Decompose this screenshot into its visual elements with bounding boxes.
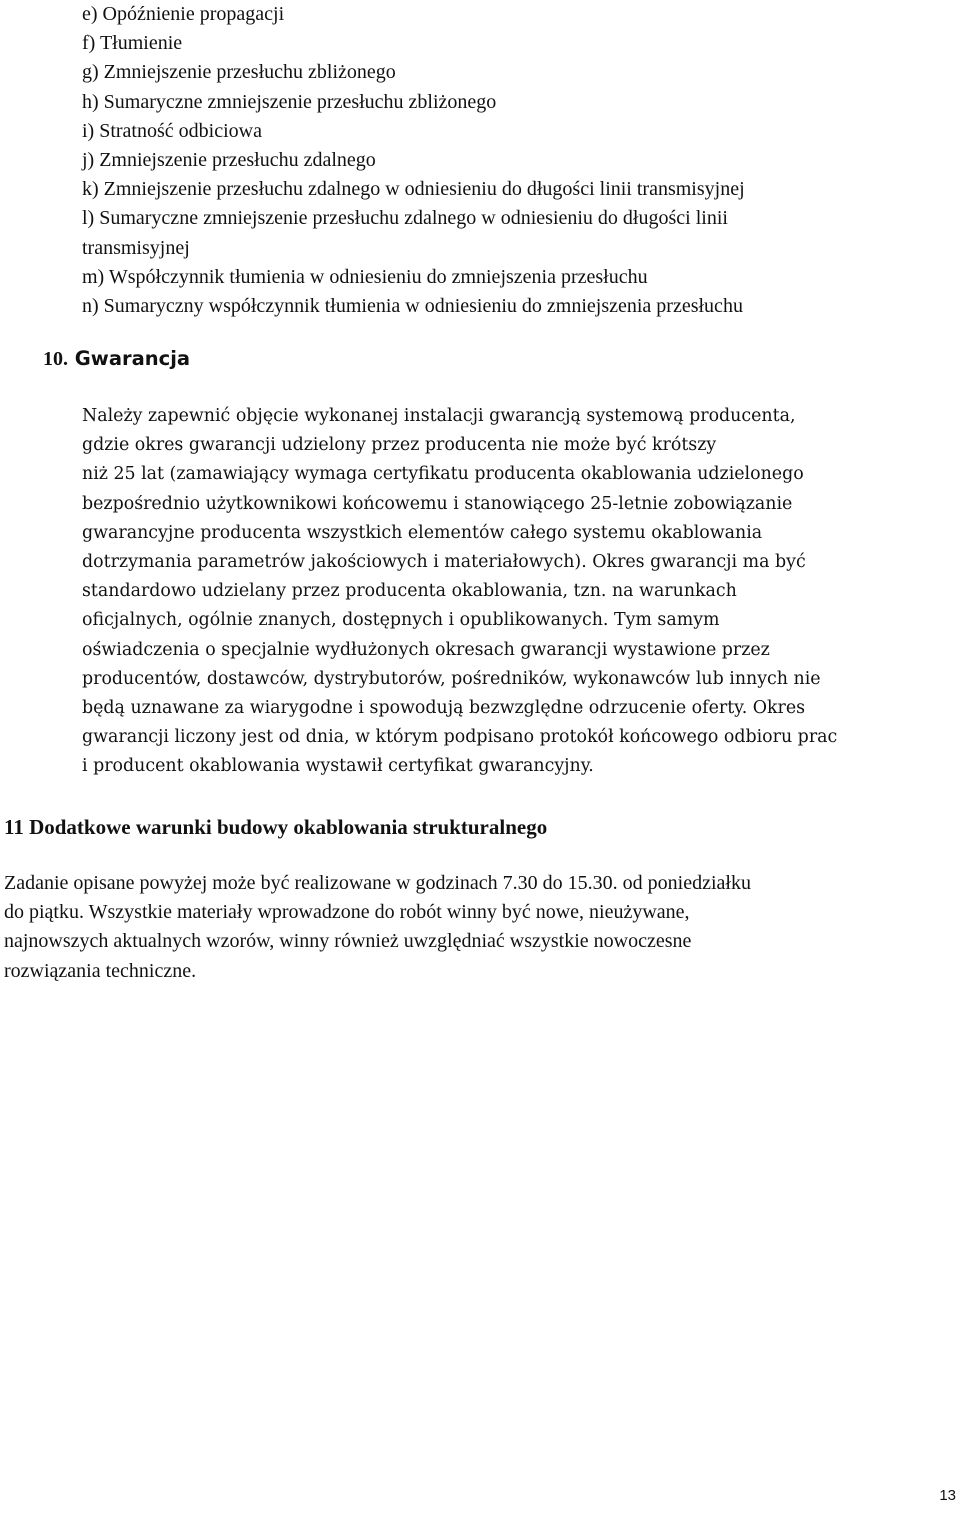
paragraph-line: gdzie okres gwarancji udzielony przez producenta nie może być krótszy	[82, 435, 717, 456]
paragraph-line: oficjalnych, ogólnie znanych, dostępnych i opublikowanych. Tym samym	[82, 610, 720, 631]
paragraph-line: do piątku. Wszystkie materiały wprowadzone do robót winny być nowe, nieużywane,	[4, 901, 690, 924]
section-11-heading: 11 Dodatkowe warunki budowy okablowania strukturalnego	[4, 815, 548, 839]
paragraph-line: gwarancji liczony jest od dnia, w którym podpisano protokół końcowego odbioru prac	[82, 727, 838, 748]
list-item: l) Sumaryczne zmniejszenie przesłuchu zdalnego w odniesieniu do długości linii	[82, 207, 728, 230]
paragraph-line: będą uznawane za wiarygodne i spowodują bezwzględne odrzucenie oferty. Okres	[82, 698, 806, 719]
paragraph-line: Należy zapewnić objęcie wykonanej instalacji gwarancją systemową producenta,	[82, 406, 796, 426]
list-item: m) Współczynnik tłumienia w odniesieniu do zmniejszenia przesłuchu	[82, 265, 648, 288]
list-item: e) Opóźnienie propagacji	[82, 3, 285, 25]
paragraph-line: Zadanie opisane powyżej może być realizowane w godzinach 7.30 do 15.30. od poniedziałku	[4, 872, 751, 894]
list-item: i) Stratność odbiciowa	[82, 119, 262, 142]
paragraph-line: oświadczenia o specjalnie wydłużonych okresach gwarancji wystawione przez	[82, 639, 770, 660]
paragraph-line: bezpośrednio użytkownikowi końcowemu i stanowiącego 25-letnie zobowiązanie	[82, 493, 793, 514]
list-item: k) Zmniejszenie przesłuchu zdalnego w odniesieniu do długości linii transmisyjnej	[82, 178, 745, 201]
paragraph-line: gwarancyjne producenta wszystkich elementów całego systemu okablowania	[82, 522, 763, 543]
paragraph-line: standardowo udzielany przez producenta okablowania, tzn. na warunkach	[82, 581, 737, 602]
paragraph-line: dotrzymania parametrów jakościowych i materiałowych). Okres gwarancji ma być	[82, 552, 806, 573]
list-item-continuation: transmisyjnej	[82, 236, 190, 259]
paragraph-line: producentów, dostawców, dystrybutorów, pośredników, wykonawców lub innych nie	[82, 668, 821, 689]
additional-conditions-paragraph	[4, 869, 956, 986]
paragraph-line: najnowszych aktualnych wzorów, winny również uwzględniać wszystkie nowoczesne	[4, 930, 692, 953]
paragraph-line: niż 25 lat (zamawiający wymaga certyfikatu producenta okablowania udzielonego	[82, 464, 804, 485]
section-10-title: Gwarancja	[74, 347, 191, 370]
list-item: f) Tłumienie	[82, 32, 183, 55]
parameter-list	[82, 0, 952, 321]
list-item: n) Sumaryczny współczynnik tłumienia w odniesieniu do zmniejszenia przesłuchu	[82, 295, 743, 318]
list-item: j) Zmniejszenie przesłuchu zdalnego	[82, 149, 376, 172]
section-10-number: 10.	[43, 348, 68, 370]
paragraph-line: i producent okablowania wystawił certyfikat gwarancyjny.	[82, 756, 594, 777]
section-10-heading	[43, 344, 190, 374]
list-item: g) Zmniejszenie przesłuchu zbliżonego	[82, 61, 396, 84]
paragraph-line: rozwiązania techniczne.	[4, 959, 197, 982]
warranty-paragraph	[82, 402, 960, 782]
page-number: 13	[939, 1487, 956, 1504]
list-item: h) Sumaryczne zmniejszenie przesłuchu zbliżonego	[82, 90, 497, 113]
